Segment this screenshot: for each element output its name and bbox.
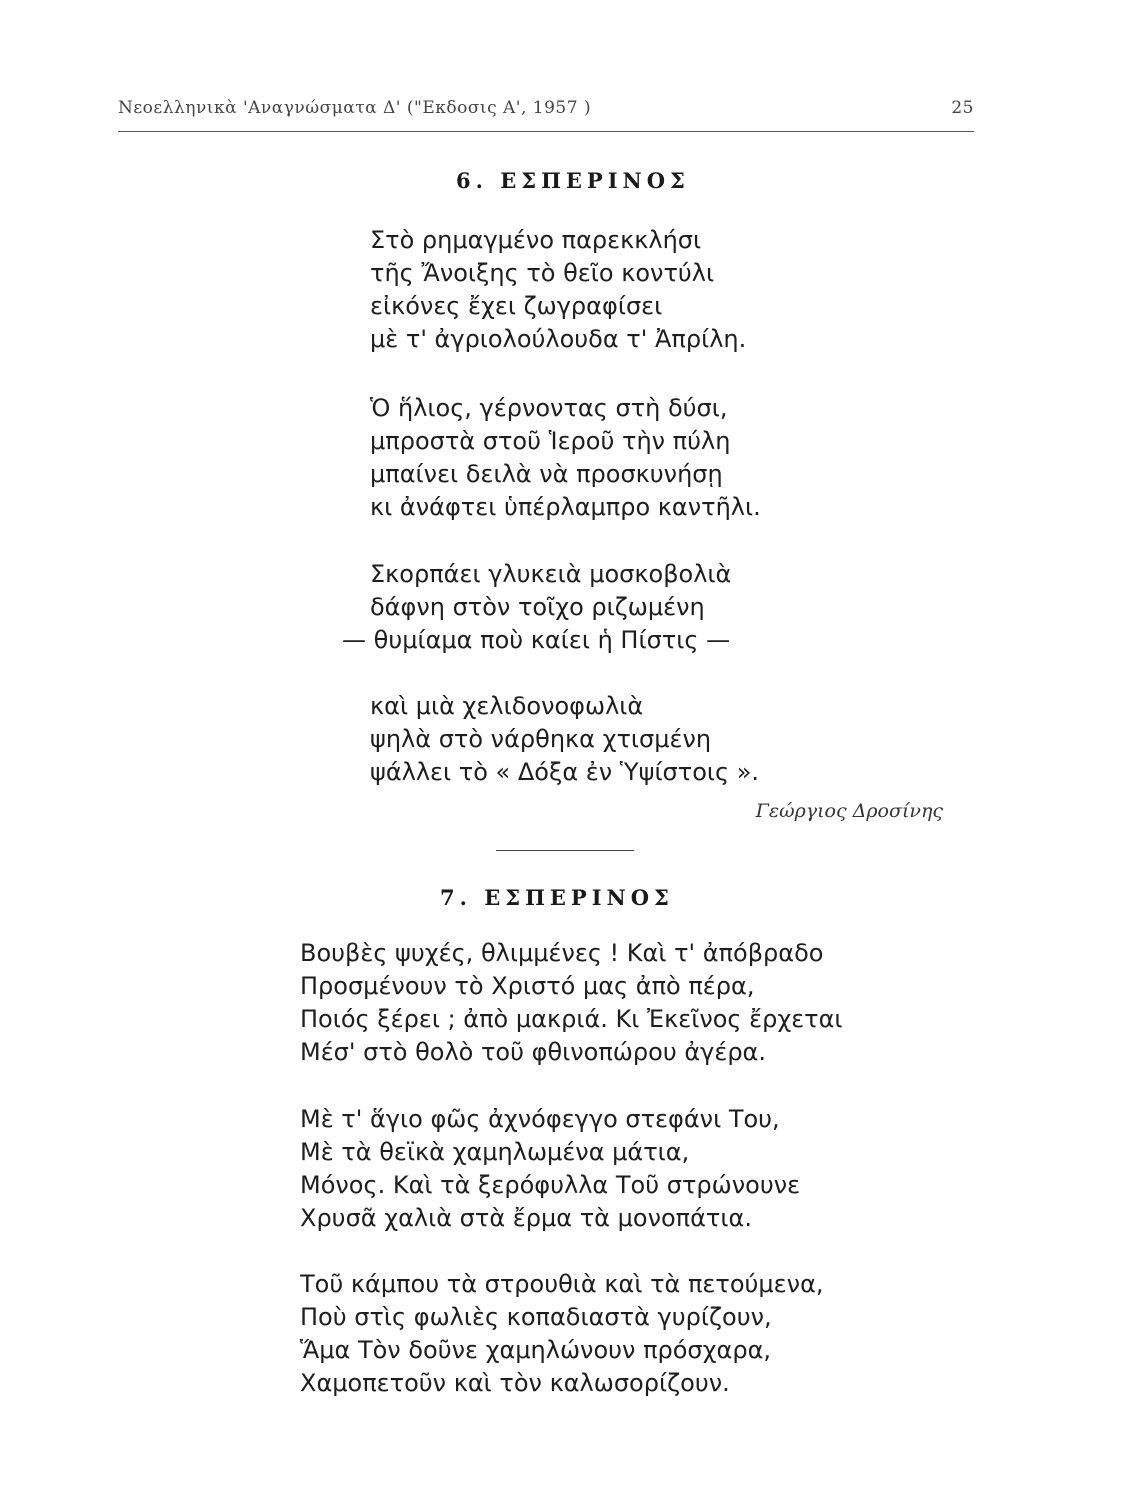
verse-line: Ποιός ξέρει ; ἀπὸ μακριά. Κι Ἐκεῖνος ἔρχεται <box>300 1005 843 1033</box>
verse-line: δάφνη στὸν τοῖχο ριζωμένη <box>370 593 705 621</box>
verse-line: Προσμένουν τὸ Χριστό μας ἀπὸ πέρα, <box>300 972 755 1000</box>
poem-1-stanza-4 <box>370 690 759 789</box>
poem-1-stanza-2 <box>370 392 761 524</box>
poem-2-stanza-3 <box>300 1268 824 1400</box>
verse-line: Ποὺ στὶς φωλιὲς κοπαδιαστὰ γυρίζουν, <box>300 1303 772 1331</box>
poem-1-author: Γεώργιος Δροσίνης <box>755 800 943 822</box>
verse-line: Σκορπάει γλυκειὰ μοσκοβολιὰ <box>370 560 732 588</box>
verse-line: Βουβὲς ψυχές, θλιμμένες ! Καὶ τ' ἀπόβραδο <box>300 939 824 967</box>
poem-1-stanza-3 <box>342 558 732 657</box>
verse-line: Μόνος. Καὶ τὰ ξερόφυλλα Τοῦ στρώνουνε <box>300 1171 801 1199</box>
header-rule <box>118 131 974 132</box>
verse-line: ψάλλει τὸ « Δόξα ἐν Ὑψίστοις ». <box>370 758 760 786</box>
verse-line: κι ἀνάφτει ὑπέρλαμπρο καντῆλι. <box>370 493 761 521</box>
verse-line: — θυμίαμα ποὺ καίει ἡ Πίστις — <box>342 626 731 654</box>
verse-line: Χαμοπετοῦν καὶ τὸν καλωσορίζουν. <box>300 1369 730 1397</box>
verse-line: μπαίνει δειλὰ νὰ προσκυνήσῃ <box>370 460 723 488</box>
verse-line: μὲ τ' ἀγριολούλουδα τ' Ἀπρίλη. <box>370 325 747 353</box>
verse-line: Ἅμα Τὸν δοῦνε χαμηλώνουν πρόσχαρα, <box>300 1336 772 1364</box>
verse-line: Ὁ ἥλιος, γέρνοντας στὴ δύσι, <box>370 394 728 422</box>
verse-line: εἰκόνες ἔχει ζωγραφίσει <box>370 292 663 320</box>
verse-line: μπροστὰ στοῦ Ἱεροῦ τὴν πύλη <box>370 427 731 455</box>
section-separator <box>496 850 634 851</box>
running-header <box>118 98 974 118</box>
page-number: 25 <box>951 98 974 118</box>
verse-line: Χρυσᾶ χαλιὰ στὰ ἔρμα τὰ μονοπάτια. <box>300 1204 752 1232</box>
verse-line: Μέσ' στὸ θολὸ τοῦ φθινοπώρου ἀγέρα. <box>300 1038 767 1066</box>
running-title: Νεοελληνικὰ 'Αναγνώσματα Δ' ("Εκδοσις Α', 1957 ) <box>118 98 592 118</box>
verse-line: Τοῦ κάμπου τὰ στρουθιὰ καὶ τὰ πετούμενα, <box>300 1270 824 1298</box>
poem-2-stanza-2 <box>300 1103 800 1235</box>
verse-line: Μὲ τὰ θεϊκὰ χαμηλωμένα μάτια, <box>300 1138 690 1166</box>
verse-line: ψηλὰ στὸ νάρθηκα χτισμένη <box>370 725 712 753</box>
poem-1-title: 6. ΕΣΠΕΡΙΝΟΣ <box>456 168 690 193</box>
poem-1-stanza-1 <box>370 224 746 356</box>
poem-2-stanza-1 <box>300 937 843 1069</box>
verse-line: καὶ μιὰ χελιδονοφωλιὰ <box>370 692 644 720</box>
verse-line: Μὲ τ' ἅγιο φῶς ἀχνόφεγγο στεφάνι Του, <box>300 1105 780 1133</box>
poem-2-title: 7. ΕΣΠΕΡΙΝΟΣ <box>440 885 674 910</box>
verse-line: τῆς Ἄνοιξης τὸ θεῖο κοντύλι <box>370 259 715 287</box>
verse-line: Στὸ ρημαγμένο παρεκκλήσι <box>370 226 702 254</box>
